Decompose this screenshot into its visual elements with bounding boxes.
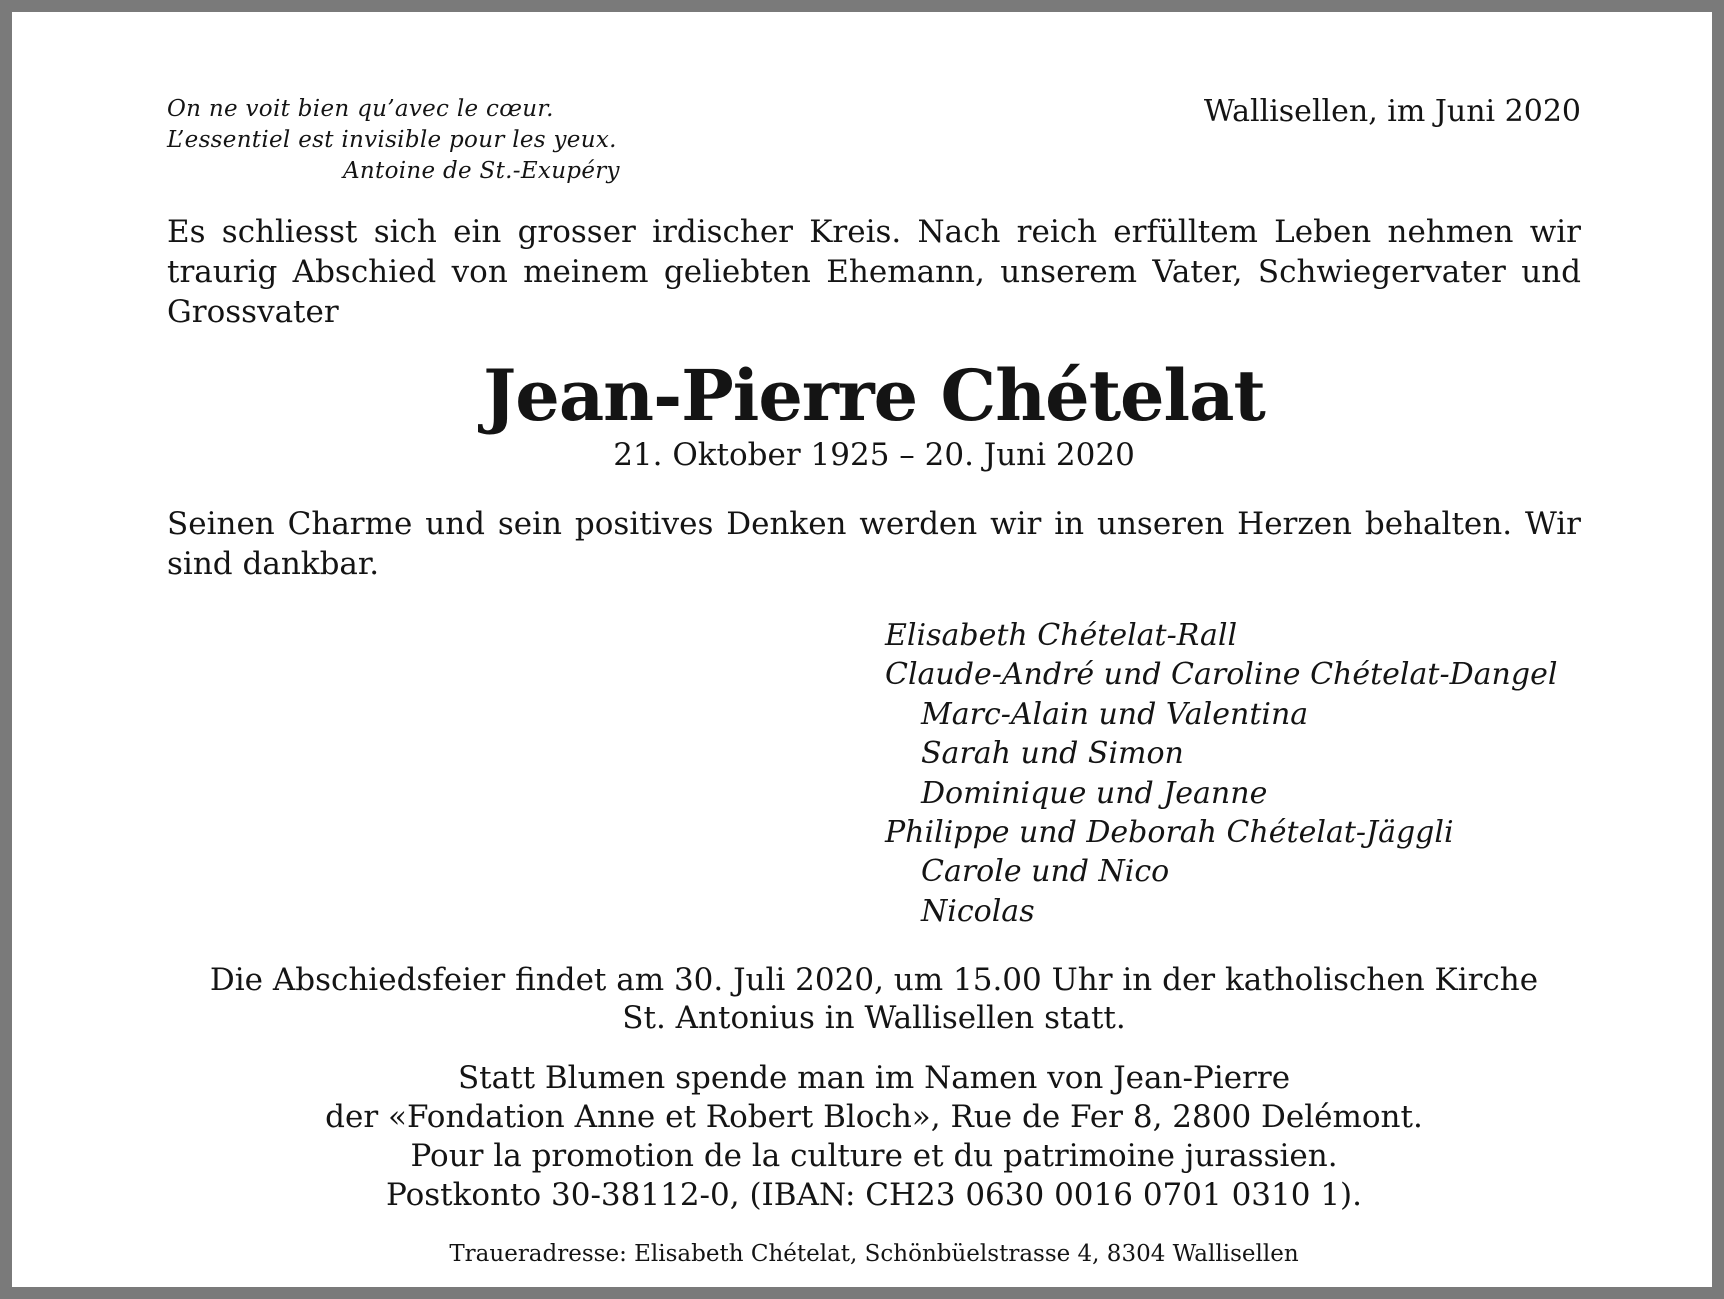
deceased-name: Jean-Pierre Chételat [483, 354, 1265, 437]
family-member: Elisabeth Chételat-Rall [885, 618, 1238, 653]
family-member: Sarah und Simon [921, 736, 1184, 772]
donation-line-1: Statt Blumen spende man im Namen von Jean-Pierre [457, 1060, 1291, 1097]
obituary-page [12, 12, 1712, 1287]
family-member: Nicolas [921, 893, 1035, 929]
quote-line-1: On ne voit bien qu’avec le cœur. [167, 96, 554, 122]
donation-notice [167, 1059, 1581, 1215]
place-date: Wallisellen, im Juni 2020 [1203, 94, 1581, 129]
ceremony-line-2: St. Antonius in Wallisellen statt. [622, 1000, 1126, 1037]
ceremony-notice [167, 961, 1581, 1037]
donation-line-4: Postkonto 30-38112-0, (IBAN: CH23 0630 0016 0701 0310 1). [385, 1177, 1362, 1214]
family-member: Marc-Alain und Valentina [921, 696, 1309, 732]
epigraph-quote [167, 94, 620, 187]
family-member: Carole und Nico [921, 854, 1170, 890]
family-member: Claude-André und Caroline Chételat-Dangel [885, 657, 1558, 693]
tribute-paragraph: Seinen Charme und sein positives Denken werden wir in unseren Herzen behalten. Wir sind dankbar. [167, 506, 1581, 582]
family-member: Philippe und Deborah Chételat-Jäggli [885, 815, 1454, 851]
family-list [885, 616, 1581, 931]
intro-paragraph: Es schliesst sich ein grosser irdischer Kreis. Nach reich erfülltem Leben nehmen wir traurig Abschied von meinem geliebten Ehemann, unserem Vater, Schwiegervater und Grossvater [167, 214, 1581, 330]
quote-line-2: L’essentiel est invisible pour les yeux. [167, 127, 617, 153]
donation-line-3: Pour la promotion de la culture et du patrimoine jurassien. [410, 1138, 1338, 1175]
donation-line-2: der «Fondation Anne et Robert Bloch», Rue de Fer 8, 2800 Delémont. [325, 1099, 1423, 1136]
obituary-content [167, 94, 1581, 1269]
ceremony-line-1: Die Abschiedsfeier findet am 30. Juli 2020, um 15.00 Uhr in der katholischen Kirche [209, 962, 1539, 999]
life-dates: 21. Oktober 1925 – 20. Juni 2020 [613, 437, 1135, 473]
family-member: Dominique und Jeanne [921, 775, 1268, 811]
header-row [167, 94, 1581, 212]
quote-author: Antoine de St.-Exupéry [343, 158, 620, 184]
mourning-address: Traueradresse: Elisabeth Chételat, Schönbüelstrasse 4, 8304 Wallisellen [449, 1241, 1299, 1268]
